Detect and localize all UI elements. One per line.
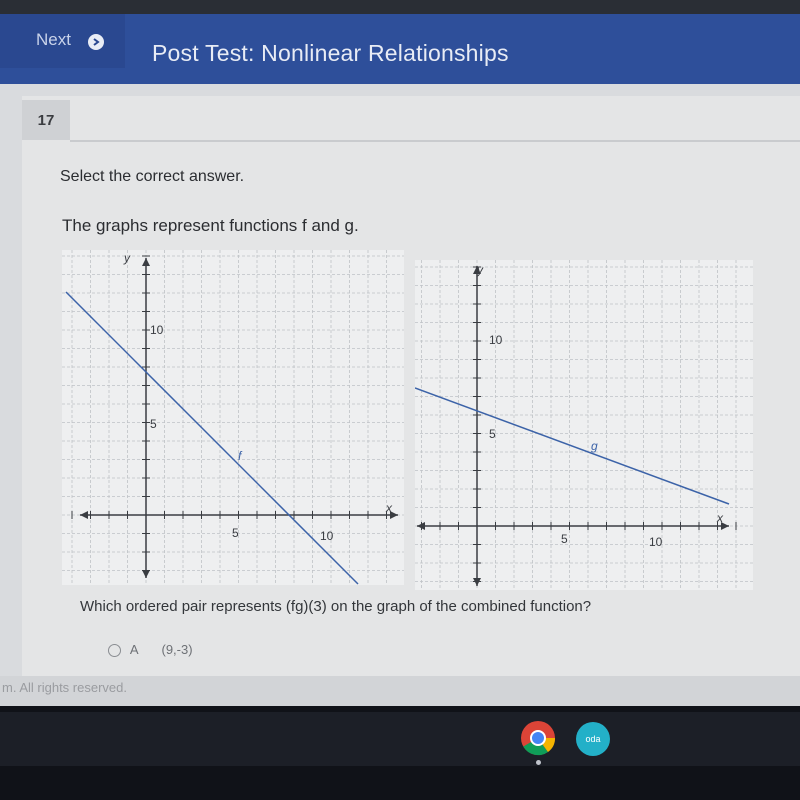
x-tick-label-10: 10 <box>320 529 334 543</box>
x-axis-label: x <box>386 501 392 515</box>
x-axis-label: x <box>717 511 723 525</box>
radio-button[interactable] <box>108 644 121 657</box>
line-label-g: g <box>591 439 598 453</box>
page-title: Post Test: Nonlinear Relationships <box>152 40 509 66</box>
y-axis-label: y <box>477 263 483 277</box>
app-icon[interactable] <box>576 722 610 756</box>
next-button-label: Next <box>36 30 71 49</box>
chrome-icon[interactable] <box>520 720 556 756</box>
taskbar <box>0 712 800 766</box>
footer <box>0 676 800 706</box>
active-app-indicator <box>536 760 541 765</box>
app-header <box>0 14 800 84</box>
divider <box>70 140 800 142</box>
y-tick-label-10: 10 <box>150 323 164 337</box>
line-label-f: f <box>238 449 242 463</box>
y-axis-label: y <box>124 251 130 265</box>
choice-text: (9,-3) <box>161 642 193 657</box>
y-tick-label-10: 10 <box>489 333 503 347</box>
y-tick-label-5: 5 <box>150 417 157 431</box>
question-ask: Which ordered pair represents (fg)(3) on the graph of the combined function? <box>80 598 592 615</box>
graph-f <box>62 250 404 585</box>
y-tick-label-5: 5 <box>489 427 496 441</box>
x-tick-label-5: 5 <box>232 526 239 540</box>
next-button[interactable] <box>0 14 125 68</box>
copyright-text: m. All rights reserved. <box>2 680 127 695</box>
arrow-right-icon <box>88 34 104 50</box>
choice-a[interactable] <box>108 642 193 657</box>
x-tick-label-10: 10 <box>649 535 663 549</box>
question-number-badge: 17 <box>22 100 70 140</box>
x-tick-label-5: 5 <box>561 532 568 546</box>
question-instruction: Select the correct answer. <box>60 168 245 185</box>
choice-letter: A <box>129 642 138 657</box>
question-prompt: The graphs represent functions f and g. <box>62 216 359 235</box>
graph-g <box>415 260 753 590</box>
app-icon-label: oda <box>585 734 601 744</box>
